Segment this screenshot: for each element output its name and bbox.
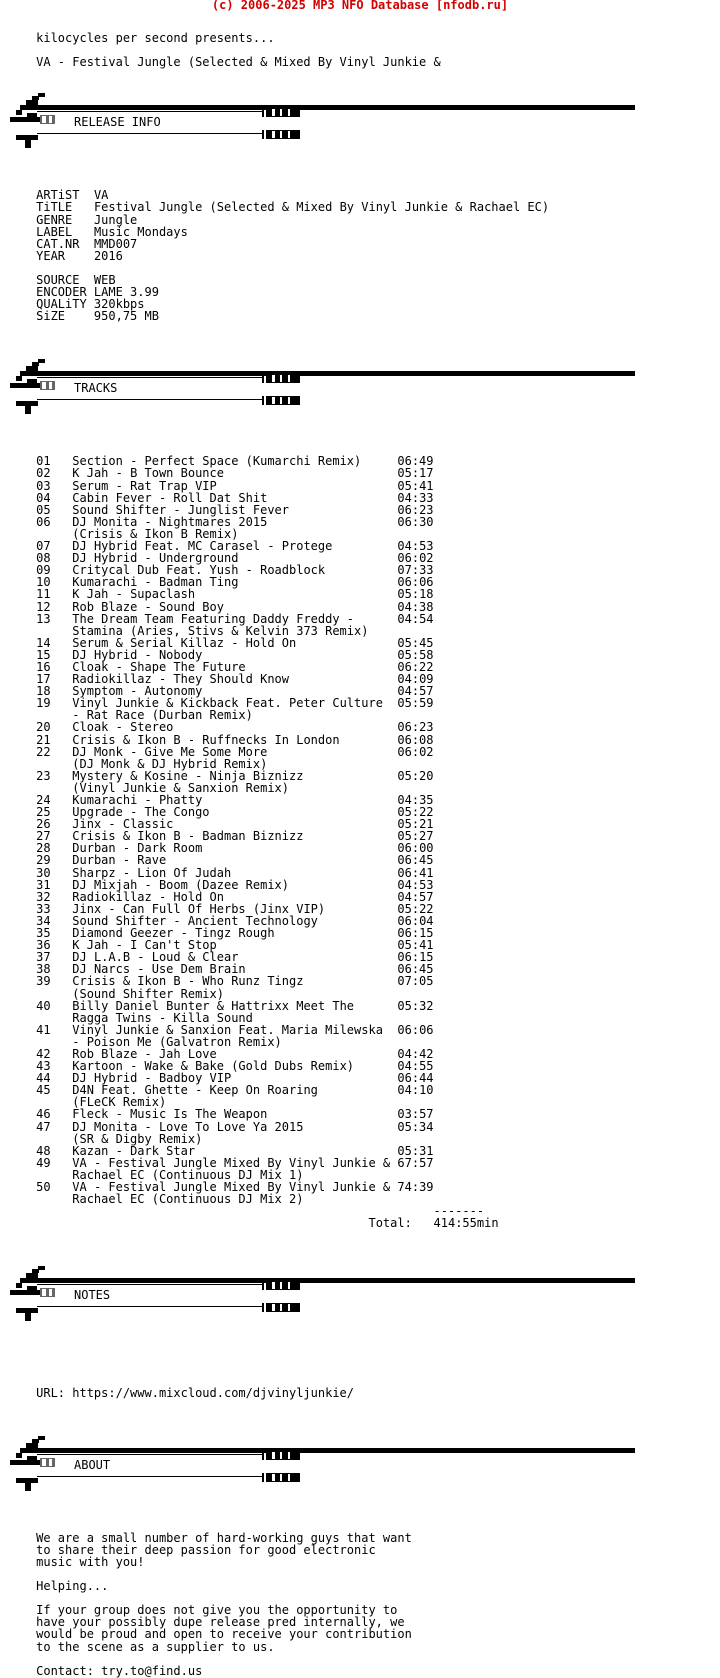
track-duration: 06:30 <box>397 514 434 529</box>
release-headline: VA - Festival Jungle (Selected & Mixed By Vinyl Junkie & <box>36 55 441 70</box>
nfo-line <box>0 1216 499 1230</box>
track-number: 36 <box>36 938 51 953</box>
track-duration: 05:17 <box>397 466 434 481</box>
track-title: DJ Hybrid - Badboy VIP <box>72 1071 232 1086</box>
track-title: DJ Monita - Love To Love Ya 2015 <box>72 1119 304 1134</box>
track-duration: 06:23 <box>397 720 434 735</box>
presenter-line: kilocycles per second presents... <box>36 31 275 46</box>
text <box>303 769 397 783</box>
track-duration: 07:05 <box>397 974 434 989</box>
track-number: 14 <box>36 635 51 650</box>
field-value: LAME 3.99 <box>93 285 159 300</box>
track-title: Diamond Geezer - Tingz Rough <box>72 926 275 941</box>
track-duration: 05:22 <box>397 901 434 916</box>
track-title-cont: - Rat Race (Durban Remix) <box>72 708 253 723</box>
track-duration: 06:49 <box>397 454 434 469</box>
track-title: DJ Narcs - Use Dem Brain <box>72 962 246 977</box>
track-title: The Dream Team Featuring Daddy Freddy - <box>72 611 355 626</box>
text <box>318 1083 397 1097</box>
track-duration: 06:41 <box>397 865 434 880</box>
about-line: Helping... <box>36 1579 109 1594</box>
track-title: Radiokillaz - Hold On <box>72 889 224 904</box>
text <box>303 974 397 988</box>
track-number: 12 <box>36 599 51 614</box>
text <box>0 1579 36 1593</box>
track-number: 34 <box>36 913 51 928</box>
nfo-line <box>0 1386 354 1400</box>
track-number: 33 <box>36 901 51 916</box>
text <box>267 515 397 529</box>
track-title-cont: (Crisis & Ikon B Remix) <box>72 526 239 541</box>
track-number: 18 <box>36 684 51 699</box>
field-value: 950,75 MB <box>93 309 159 324</box>
text <box>383 696 397 710</box>
track-duration: 04:10 <box>397 1083 434 1098</box>
track-title-cont: (FLeCK Remix) <box>72 1095 167 1110</box>
track-title: DJ Monk - Give Me Some More <box>72 744 268 759</box>
track-duration: 05:41 <box>397 938 434 953</box>
track-title: Cloak - Stereo <box>72 720 174 735</box>
track-title: Kartoon - Wake & Bake (Gold Dubs Remix) <box>72 1059 355 1074</box>
about-line: music with you! <box>36 1554 145 1569</box>
track-number: 17 <box>36 672 51 687</box>
track-title: Serum & Serial Killaz - Hold On <box>72 635 297 650</box>
track-duration: 04:33 <box>397 490 434 505</box>
track-number: 13 <box>36 611 51 626</box>
track-duration: 06:15 <box>397 950 434 965</box>
field-key: QUALiTY <box>36 297 94 312</box>
text <box>383 1023 397 1037</box>
url-line: URL: https://www.mixcloud.com/djvinyljunkie/ <box>36 1385 355 1400</box>
track-number: 45 <box>36 1083 51 1098</box>
track-number: 43 <box>36 1059 51 1074</box>
track-number: 20 <box>36 720 51 735</box>
track-number: 03 <box>36 478 51 493</box>
track-duration: 05:45 <box>397 635 434 650</box>
track-duration: 04:55 <box>397 1059 434 1074</box>
track-number: 27 <box>36 829 51 844</box>
field-value: MMD007 <box>93 236 138 251</box>
track-title: Kazan - Dark Star <box>72 1143 196 1158</box>
track-title: Mystery & Kosine - Ninja Biznizz <box>72 768 304 783</box>
total-label: Total: <box>368 1216 412 1231</box>
track-number: 21 <box>36 732 51 747</box>
text <box>354 999 397 1013</box>
track-title: K Jah - Supaclash <box>72 587 196 602</box>
text <box>79 249 93 263</box>
track-number: 07 <box>36 539 51 554</box>
section-banner <box>10 1436 635 1498</box>
track-number: 16 <box>36 659 51 674</box>
track-duration: 04:57 <box>397 684 434 699</box>
nfo-line <box>0 1555 145 1569</box>
track-duration: 06:02 <box>397 744 434 759</box>
track-number: 49 <box>36 1155 51 1170</box>
track-duration: 06:04 <box>397 913 434 928</box>
track-number: 02 <box>36 466 51 481</box>
track-number: 26 <box>36 817 51 832</box>
text <box>412 1216 434 1230</box>
track-number: 44 <box>36 1071 51 1086</box>
track-duration: 07:33 <box>397 563 434 578</box>
track-duration: 06:15 <box>397 926 434 941</box>
text <box>0 1555 36 1569</box>
text <box>0 55 36 69</box>
track-title: DJ Mixjah - Boom (Dazee Remix) <box>72 877 290 892</box>
track-duration: 06:45 <box>397 962 434 977</box>
section-title: NOTES <box>74 1288 111 1303</box>
track-duration: 05:20 <box>397 768 434 783</box>
track-title: Section - Perfect Space (Kumarchi Remix) <box>72 454 362 469</box>
track-duration: 05:59 <box>397 696 434 711</box>
track-duration: 74:39 <box>397 1180 434 1194</box>
track-duration: 05:21 <box>397 817 434 832</box>
total-value: 414:55min <box>433 1216 499 1231</box>
track-number: 31 <box>36 877 51 892</box>
track-number: 37 <box>36 950 51 965</box>
track-duration: 04:54 <box>397 611 434 626</box>
text <box>303 1120 397 1134</box>
field-key: SOURCE <box>36 272 94 287</box>
track-title: Cloak - Shape The Future <box>72 659 246 674</box>
track-number: 06 <box>36 514 51 529</box>
track-duration: 05:18 <box>397 587 434 602</box>
track-title: VA - Festival Jungle Mixed By Vinyl Junkie & <box>72 1180 391 1194</box>
track-duration: 05:31 <box>397 1143 434 1158</box>
track-title: Fleck - Music Is The Weapon <box>72 1107 268 1122</box>
track-title-cont: - Poison Me (Galvatron Remix) <box>72 1034 282 1049</box>
track-number: 30 <box>36 865 51 880</box>
text <box>0 1386 36 1400</box>
track-number: 11 <box>36 587 51 602</box>
track-duration: 06:08 <box>397 732 434 747</box>
nfo-text <box>0 20 549 1677</box>
about-line: would be proud and open to receive your contribution <box>36 1627 412 1642</box>
track-duration: 04:35 <box>397 793 434 807</box>
track-number: 39 <box>36 974 51 989</box>
track-title-cont: Ragga Twins - Killa Sound <box>72 1010 253 1025</box>
track-title: DJ L.A.B - Loud & Clear <box>72 950 239 965</box>
track-duration: 04:53 <box>397 539 434 554</box>
track-number: 15 <box>36 647 51 662</box>
track-duration: 05:58 <box>397 647 434 662</box>
track-duration: 05:22 <box>397 805 434 820</box>
track-title: Sound Shifter - Ancient Technology <box>72 913 318 928</box>
track-duration: 03:57 <box>397 1107 434 1122</box>
about-line: to share their deep passion for good electronic <box>36 1542 376 1557</box>
text <box>0 31 36 45</box>
track-number: 40 <box>36 998 51 1013</box>
track-title: Durban - Rave <box>72 853 167 868</box>
track-title: Vinyl Junkie & Sanxion Feat. Maria Milewska <box>72 1022 383 1037</box>
track-number: 19 <box>36 696 51 711</box>
track-title: Sound Shifter - Junglist Fever <box>72 502 290 517</box>
field-value: VA <box>93 188 109 203</box>
text <box>267 745 397 759</box>
track-title: Upgrade - The Congo <box>72 805 210 820</box>
track-duration: 67:57 <box>397 1155 434 1170</box>
track-number: 50 <box>36 1180 51 1194</box>
track-title: Sharpz - Lion Of Judah <box>72 865 232 880</box>
track-duration: 04:42 <box>397 1046 434 1061</box>
track-duration: 04:53 <box>397 877 434 892</box>
about-line: to the scene as a supplier to us. <box>36 1639 275 1654</box>
track-title: K Jah - B Town Bounce <box>72 466 224 481</box>
track-number: 47 <box>36 1119 51 1134</box>
track-duration: 06:45 <box>397 853 434 868</box>
track-duration: 05:32 <box>397 998 434 1013</box>
track-duration: 05:41 <box>397 478 434 493</box>
track-title: Jinx - Can Full Of Herbs (Jinx VIP) <box>72 901 326 916</box>
track-number: 29 <box>36 853 51 868</box>
track-number: 35 <box>36 926 51 941</box>
track-title-cont: Stamina (Aries, Stivs & Kelvin 373 Remix) <box>72 623 369 638</box>
field-value: Jungle <box>93 212 138 227</box>
track-number: 01 <box>36 454 51 469</box>
about-line: We are a small number of hard-working guys that want <box>36 1530 412 1545</box>
nfo-line <box>0 309 159 323</box>
section-title: TRACKS <box>74 380 118 395</box>
track-title: K Jah - I Can't Stop <box>72 938 217 953</box>
track-title: Cabin Fever - Roll Dat Shit <box>72 490 268 505</box>
site-header: (c) 2006-2025 MP3 NFO Database [nfodb.ru] <box>211 0 509 12</box>
track-duration: 04:38 <box>397 599 434 614</box>
field-key: ARTiST <box>36 188 80 203</box>
track-number: 38 <box>36 962 51 977</box>
track-title: Crisis & Ikon B - Badman Biznizz <box>72 829 304 844</box>
track-title: DJ Hybrid - Nobody <box>72 647 203 662</box>
track-duration: 06:22 <box>397 659 434 674</box>
track-title: DJ Hybrid - Underground <box>72 551 239 566</box>
field-key: ENCODER <box>36 285 94 300</box>
field-key: TiTLE <box>36 200 80 215</box>
field-value: Music Mondays <box>93 224 188 239</box>
nfo-line <box>0 31 275 45</box>
track-duration: 04:57 <box>397 889 434 904</box>
track-number: 08 <box>36 551 51 566</box>
track-duration: 05:27 <box>397 829 434 844</box>
field-value: 320kbps <box>93 297 145 312</box>
track-number: 32 <box>36 889 51 904</box>
track-duration: 06:23 <box>397 502 434 517</box>
track-duration: 06:02 <box>397 551 434 566</box>
track-title-cont: (Vinyl Junkie & Sanxion Remix) <box>72 780 289 795</box>
track-number: 23 <box>36 768 51 783</box>
track-title: Durban - Dark Room <box>72 841 203 856</box>
section-title: ABOUT <box>74 1457 111 1472</box>
field-value: 2016 <box>93 248 123 263</box>
track-title: Jinx - Classic <box>72 817 174 832</box>
about-line: have your possibly dupe release pred internally, we <box>36 1615 405 1630</box>
track-number: 48 <box>36 1143 51 1158</box>
track-duration: 06:44 <box>397 1071 434 1086</box>
track-title: VA - Festival Jungle Mixed By Vinyl Junkie & <box>72 1155 391 1170</box>
nfo-line <box>0 1579 108 1593</box>
track-title-cont: Rachael EC (Continuous DJ Mix 1) <box>72 1167 304 1182</box>
field-key: CAT.NR <box>36 236 80 251</box>
track-number: 25 <box>36 805 51 820</box>
track-title: Crisis & Ikon B - Who Runz Tingz <box>72 974 304 989</box>
track-title: Rob Blaze - Sound Boy <box>72 599 224 614</box>
track-title-cont: (SR & Digby Remix) <box>72 1131 203 1146</box>
track-title: Symptom - Autonomy <box>72 684 203 699</box>
track-duration: 06:00 <box>397 841 434 856</box>
track-title: Critycal Dub Feat. Yush - Roadblock <box>72 563 326 578</box>
track-duration: 06:06 <box>397 1022 434 1037</box>
track-title-cont: Rachael EC (Continuous DJ Mix 2) <box>72 1192 304 1207</box>
track-title: Rob Blaze - Jah Love <box>72 1046 217 1061</box>
field-value: Festival Jungle (Selected & Mixed By Vinyl Junkie & Rachael EC) <box>93 200 550 215</box>
field-key: GENRE <box>36 212 80 227</box>
text <box>0 309 36 323</box>
track-title: D4N Feat. Ghette - Keep On Roaring <box>72 1083 318 1098</box>
track-title: DJ Hybrid Feat. MC Carasel - Protege <box>72 539 333 554</box>
field-key: YEAR <box>36 248 80 263</box>
track-number: 24 <box>36 793 51 807</box>
section-banner <box>10 93 635 155</box>
track-duration: 06:06 <box>397 575 434 590</box>
track-number: 10 <box>36 575 51 590</box>
nfo-line <box>0 55 441 69</box>
track-number: 28 <box>36 841 51 856</box>
about-line: If your group does not give you the opportunity to <box>36 1603 398 1618</box>
text <box>0 249 36 263</box>
track-number: 04 <box>36 490 51 505</box>
track-number: 09 <box>36 563 51 578</box>
track-title-cont: (Sound Shifter Remix) <box>72 986 224 1001</box>
section-title: RELEASE INFO <box>74 114 161 129</box>
track-title: Kumarachi - Badman Ting <box>72 575 239 590</box>
nfo-line <box>0 1664 202 1678</box>
track-duration: 05:34 <box>397 1119 434 1134</box>
track-number: 46 <box>36 1107 51 1122</box>
track-number: 22 <box>36 744 51 759</box>
total-separator: ------- <box>433 1204 485 1219</box>
track-title: Crisis & Ikon B - Ruffnecks In London <box>72 732 340 747</box>
field-key: SiZE <box>36 309 94 324</box>
track-title: Billy Daniel Bunter & Hattrixx Meet The <box>72 998 355 1013</box>
track-number: 41 <box>36 1022 51 1037</box>
track-duration: 04:09 <box>397 672 434 687</box>
section-banner <box>10 359 635 421</box>
track-title-cont: (DJ Monk & DJ Hybrid Remix) <box>72 756 268 771</box>
track-number: 42 <box>36 1046 51 1061</box>
track-title: Kumarachi - Phatty <box>72 793 203 807</box>
section-banner <box>10 1266 635 1328</box>
text <box>0 1640 36 1654</box>
nfo-line <box>0 1640 275 1654</box>
track-title: Vinyl Junkie & Kickback Feat. Peter Culture <box>72 696 383 711</box>
field-value: WEB <box>93 272 116 287</box>
text <box>0 1664 36 1678</box>
track-number: 05 <box>36 502 51 517</box>
text <box>0 1216 368 1230</box>
track-title: Radiokillaz - They Should Know <box>72 672 290 687</box>
track-title: DJ Monita - Nightmares 2015 <box>72 514 268 529</box>
nfo-line <box>0 249 123 263</box>
about-line: Contact: try.to@find.us <box>36 1663 203 1678</box>
track-title: Serum - Rat Trap VIP <box>72 478 217 493</box>
field-key: LABEL <box>36 224 80 239</box>
